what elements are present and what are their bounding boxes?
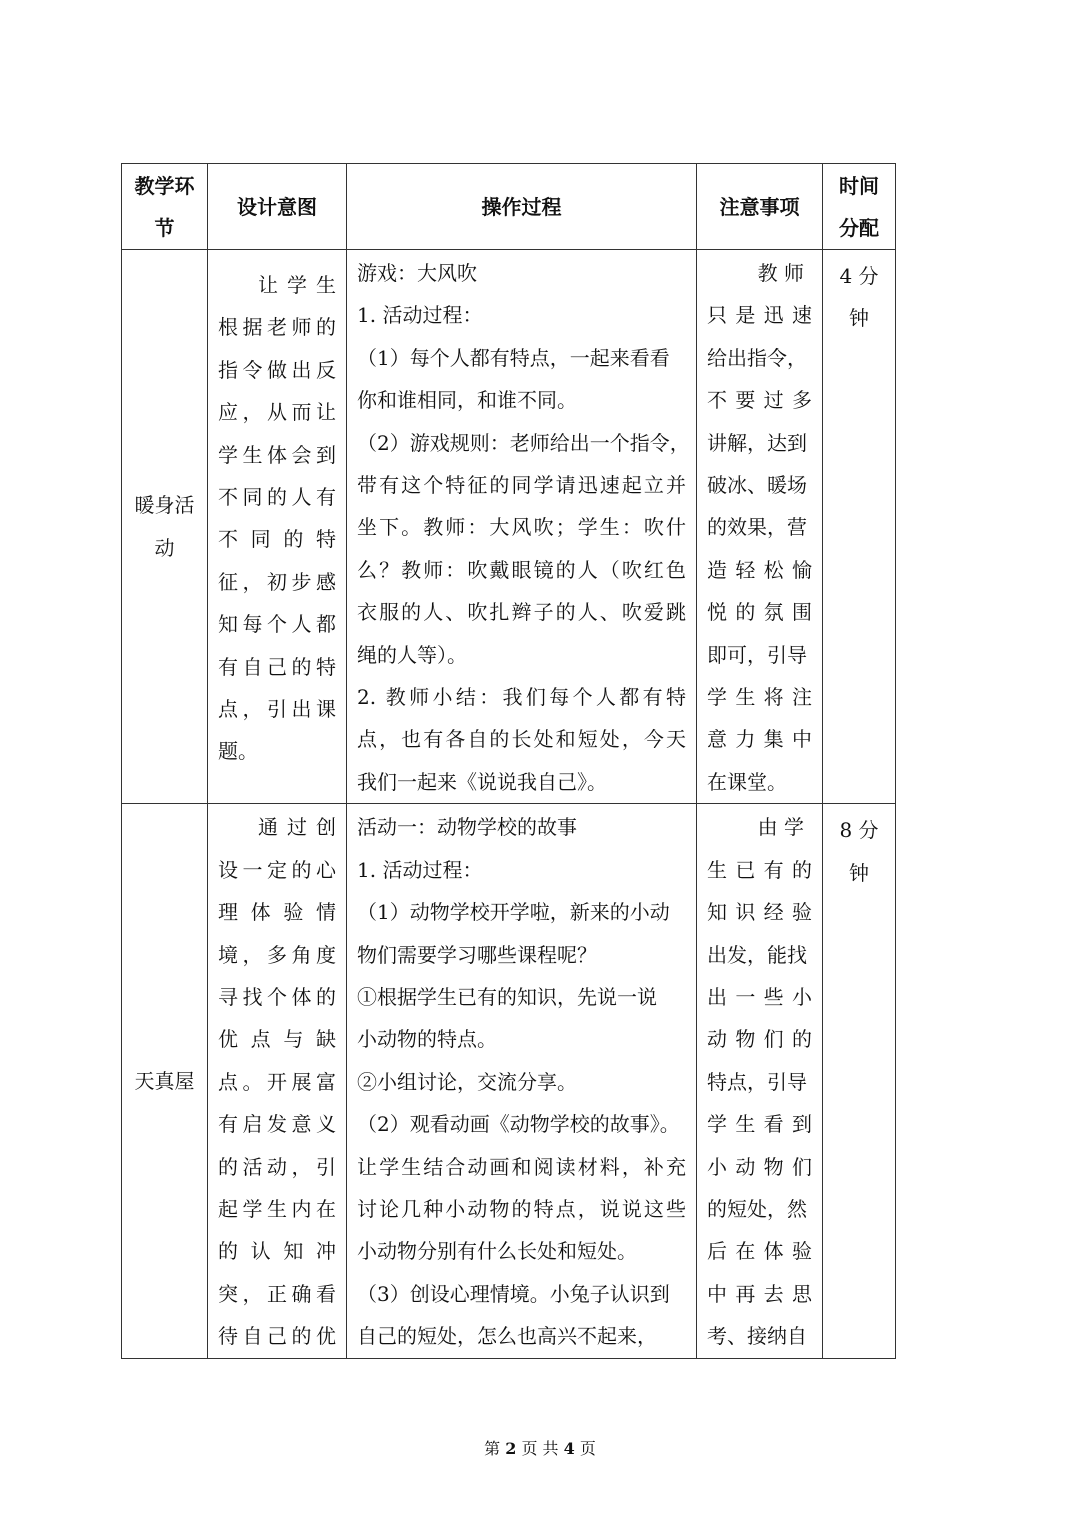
stage-cell: 天真屋 xyxy=(122,804,208,1358)
table-row xyxy=(122,250,896,804)
page-footer xyxy=(0,1437,1080,1461)
header-time: 时间 分配 xyxy=(823,164,896,250)
process-cell: 游戏：大风吹 1. 活动过程： （1）每个人都有特点，一起来看看 你和谁相同，和谁不同。 （2）游戏规则：老师给出一个指令， 带有这个特征的同学请迅速起立并 坐下。教师：大风吹；学生：吹什 么？教师：吹戴眼镜的人（吹红色 衣服的人、吹扎辫子的人、吹爱跳 绳的人等）。 2. 教师小结：我们每个人都有特 点，也有各自的长处和短处，今天 我们一起来《说说我自己》。 xyxy=(347,250,697,804)
header-stage: 教学环 节 xyxy=(122,164,208,250)
footer-suffix: 页 xyxy=(579,1439,596,1458)
footer-middle: 页 共 xyxy=(521,1439,559,1458)
stage-cell: 暖身活 动 xyxy=(122,250,208,804)
notes-cell: 由 学 生已有的 知识经验 出发，能找 出一些小 动物们的 特点，引导 学生看到 小动物们 的短处，然 后在体验 中再去思 考、接纳自 xyxy=(697,804,823,1358)
header-intent: 设计意图 xyxy=(208,164,347,250)
intent-cell: 让学生 根据老师的 指令做出反 应，从而让 学生体会到 不同的人有 不同的特 征，初步感 知每个人都 有自己的特 点，引出课 题。 xyxy=(208,250,347,804)
header-notes: 注意事项 xyxy=(697,164,823,250)
notes-cell: 教 师 只是迅速 给出指令， 不要过多 讲解，达到 破冰、暖场 的效果，营 造轻松愉 悦的氛围 即可，引导 学生将注 意力集中 在课堂。 xyxy=(697,250,823,804)
footer-prefix: 第 xyxy=(484,1439,501,1458)
header-process: 操作过程 xyxy=(347,164,697,250)
time-cell: 4 分 钟 xyxy=(823,250,896,804)
footer-total-pages: 4 xyxy=(563,1439,575,1458)
header-row xyxy=(122,164,896,250)
intent-cell: 通过创 设一定的心 理体验情 境，多角度 寻找个体的 优点与缺 点。开展富 有启发意义 的活动，引 起学生内在 的认知冲 突，正确看 待自己的优 xyxy=(208,804,347,1358)
lesson-plan-table xyxy=(121,163,896,1359)
footer-page-number: 2 xyxy=(505,1439,517,1458)
time-cell: 8 分 钟 xyxy=(823,804,896,1358)
process-cell: 活动一：动物学校的故事 1. 活动过程： （1）动物学校开学啦，新来的小动 物们需要学习哪些课程呢？ ①根据学生已有的知识，先说一说 小动物的特点。 ②小组讨论，交流分享。 （2）观看动画《动物学校的故事》。 让学生结合动画和阅读材料，补充 讨论几种小动物的特点，说说这些 小动物分别有什么长处和短处。 （3）创设心理情境。小兔子认识到 自己的短处，怎么也高兴不起来， xyxy=(347,804,697,1358)
table-row xyxy=(122,804,896,1358)
